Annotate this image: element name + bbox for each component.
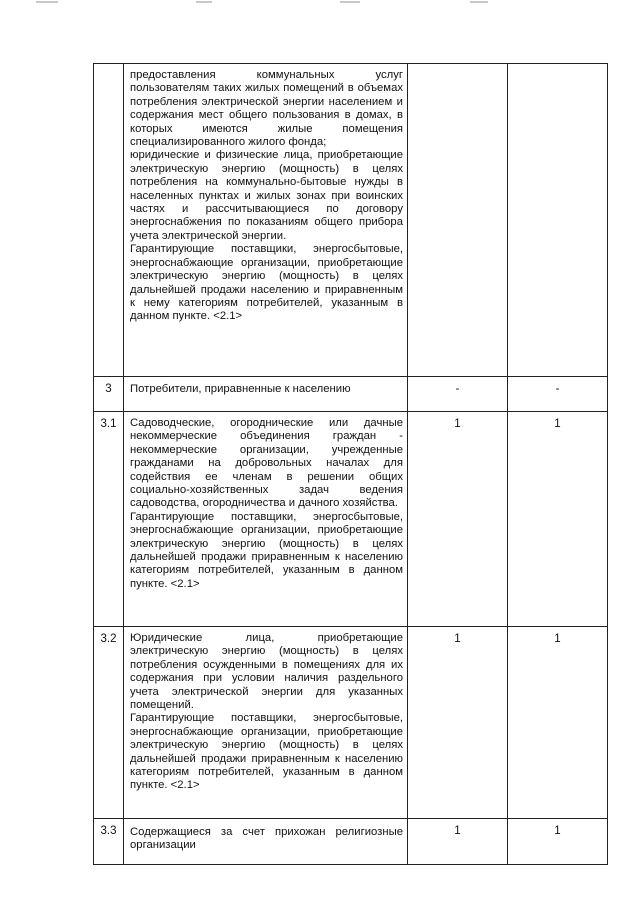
row-description (124, 627, 408, 819)
row-description (124, 412, 408, 627)
row-value-1 (408, 64, 508, 377)
description-paragraph: предоставления коммунальных услуг пользователям таких жилых помещений в объемах потребления электрической энергии населением и содержания мест общего пользования в домах, в которых имеются жилые помещения специализированного жилого фонда; (130, 69, 403, 149)
description-paragraph: юридические и физические лица, приобретающие электрическую энергию (мощность) в целях потребления на коммунально-бытовые нужды в населенных пунктах и жилых зонах при воинских частях и рассчитывающиеся по договору энергоснабжения по показаниям общего прибора учета электрической энергии. (130, 149, 403, 242)
table-row (94, 819, 608, 865)
row-number (94, 64, 124, 377)
table-row (94, 64, 608, 377)
row-value-1: 1 (408, 819, 508, 865)
description-paragraph: Гарантирующие поставщики, энергосбытовые, энергоснабжающие организации, приобретающие электрическую энергию (мощность) в целях дальнейшей продажи приравненным к населению категориям потребителей, указанным в данном пункте. <2.1> (130, 712, 403, 792)
row-value-2 (508, 64, 608, 377)
row-value-2: 1 (508, 627, 608, 819)
table-row (94, 412, 608, 627)
row-number: 3.2 (94, 627, 124, 819)
row-value-2: 1 (508, 819, 608, 865)
row-value-2: - (508, 377, 608, 412)
row-value-1: 1 (408, 412, 508, 627)
description-paragraph: Потребители, приравненные к населению (130, 383, 351, 395)
description-paragraph: Гарантирующие поставщики, энергосбытовые, энергоснабжающие организации, приобретающие электрическую энергию (мощность) в целях дальнейшей продажи населению и приравненным к нему категориям потребителей, указанным в данном пункте. <2.1> (130, 243, 403, 323)
row-number: 3.1 (94, 412, 124, 627)
row-value-1: 1 (408, 627, 508, 819)
description-paragraph: Юридические лица, приобретающие электрическую энергию (мощность) в целях потребления осужденными в помещениях для их содержания при условии наличия раздельного учета электрической энергии для указанных помещений. (130, 632, 403, 712)
row-number: 3.3 (94, 819, 124, 865)
description-paragraph: Садоводческие, огороднические или дачные некоммерческие объединения граждан - некоммерческие организации, учрежденные гражданами на добровольных началах для содействия ее членам в решении общих социально-хозяйственных задач ведения садоводства, огородничества и дачного хозяйства. (130, 417, 403, 510)
description-paragraph: Содержащиеся за счет прихожан религиозные организации (130, 826, 403, 852)
row-description (124, 64, 408, 377)
row-description (124, 819, 408, 865)
scan-edge-artifact (0, 0, 640, 6)
table-row (94, 627, 608, 819)
description-paragraph: Гарантирующие поставщики, энергосбытовые, энергоснабжающие организации, приобретающие электрическую энергию (мощность) в целях дальнейшей продажи приравненным к населению категориям потребителей, указанным в данном пункте. <2.1> (130, 510, 403, 590)
table-row (94, 377, 608, 412)
consumer-category-table (93, 63, 608, 865)
row-value-1: - (408, 377, 508, 412)
row-number: 3 (94, 377, 124, 412)
row-value-2: 1 (508, 412, 608, 627)
row-description (124, 377, 408, 412)
